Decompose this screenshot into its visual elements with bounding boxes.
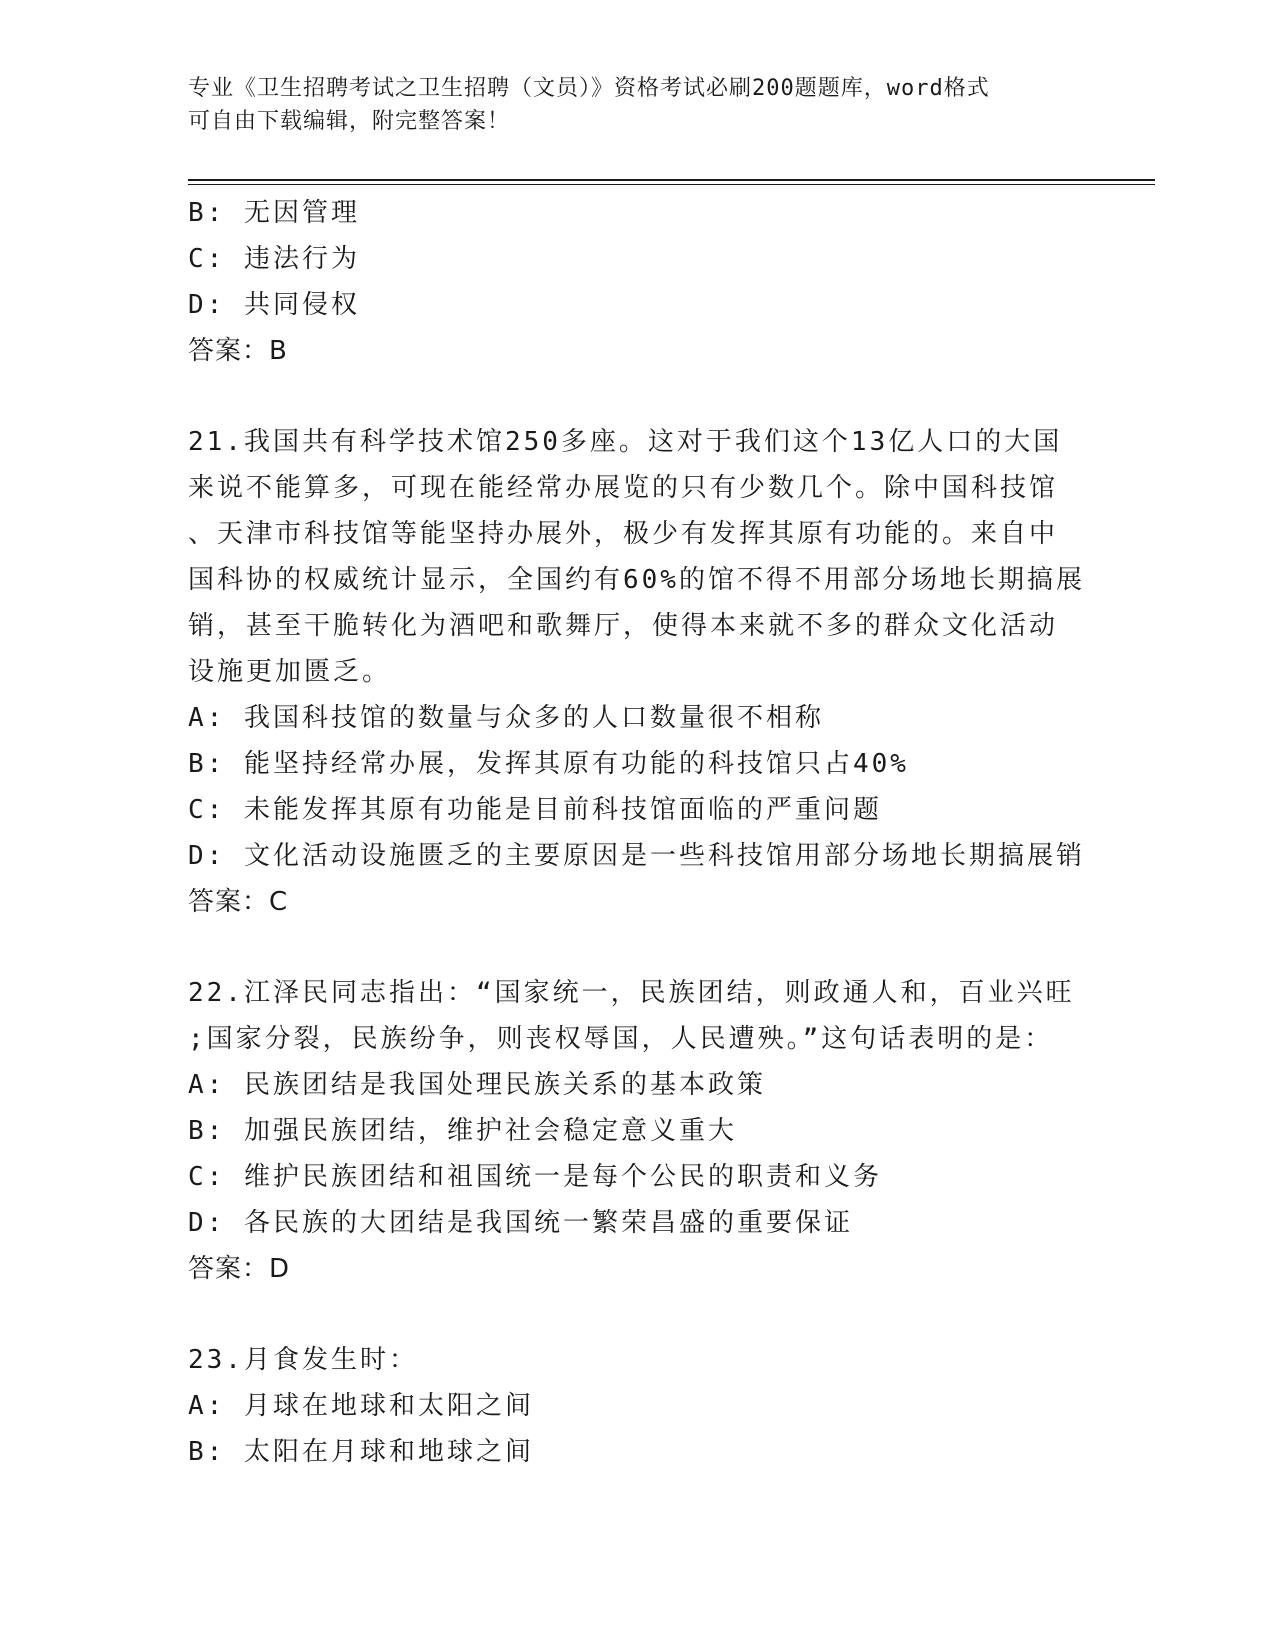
option-d: D: 各民族的大团结是我国统一繁荣昌盛的重要保证 <box>188 1208 853 1238</box>
question-22 <box>188 970 1088 1292</box>
question-23 <box>188 1337 1088 1475</box>
question-stem-line: 来说不能算多，可现在能经常办展览的只有少数几个。除中国科技馆 <box>188 473 1059 503</box>
option-a: A: 民族团结是我国处理民族关系的基本政策 <box>188 1070 766 1100</box>
header-text-line-1: 专业《卫生招聘考试之卫生招聘（文员）》资格考试必刷200题题库，word格式 <box>188 76 990 101</box>
question-stem-line: 销，甚至干脆转化为酒吧和歌舞厅，使得本来就不多的群众文化活动 <box>188 611 1059 641</box>
previous-question-block <box>188 190 1088 374</box>
question-stem-line: 、天津市科技馆等能坚持办展外，极少有发挥其原有功能的。来自中 <box>188 519 1059 549</box>
option-a: A: 我国科技馆的数量与众多的人口数量很不相称 <box>188 703 824 733</box>
option-c: C: 维护民族团结和祖国统一是每个公民的职责和义务 <box>188 1162 882 1192</box>
spacer <box>188 1292 1088 1337</box>
question-21 <box>188 419 1088 925</box>
question-stem-line: 21.我国共有科学技术馆250多座。这对于我们这个13亿人口的大国 <box>188 427 1063 457</box>
spacer <box>188 925 1088 970</box>
answer-line: 答案：B <box>188 336 288 366</box>
question-stem-line: 国科协的权威统计显示，全国约有60%的馆不得不用部分场地长期搞展 <box>188 565 1085 595</box>
page-header <box>188 72 1088 138</box>
spacer <box>188 374 1088 419</box>
answer-line: 答案：C <box>188 887 289 917</box>
question-content <box>188 190 1088 1475</box>
option-b: B: 无因管理 <box>188 198 360 228</box>
header-divider-thick <box>188 179 1155 181</box>
option-b: B: 加强民族团结，维护社会稳定意义重大 <box>188 1116 737 1146</box>
header-text-line-2: 可自由下载编辑，附完整答案！ <box>188 109 511 134</box>
header-divider-thin <box>188 184 1155 185</box>
option-c: C: 违法行为 <box>188 244 360 274</box>
option-c: C: 未能发挥其原有功能是目前科技馆面临的严重问题 <box>188 795 882 825</box>
option-a: A: 月球在地球和太阳之间 <box>188 1391 534 1421</box>
question-stem-line: 设施更加匮乏。 <box>188 657 392 687</box>
question-stem-line: ;国家分裂，民族纷争，则丧权辱国，人民遭殃。”这句话表明的是： <box>188 1024 1054 1054</box>
option-d: D: 共同侵权 <box>188 290 360 320</box>
question-stem-line: 22.江泽民同志指出：“国家统一，民族团结，则政通人和，百业兴旺 <box>188 978 1075 1008</box>
option-b: B: 能坚持经常办展，发挥其原有功能的科技馆只占40% <box>188 749 909 779</box>
question-stem-line: 23.月食发生时： <box>188 1345 418 1375</box>
option-b: B: 太阳在月球和地球之间 <box>188 1437 534 1467</box>
answer-line: 答案：D <box>188 1254 291 1284</box>
option-d: D: 文化活动设施匮乏的主要原因是一些科技馆用部分场地长期搞展销 <box>188 841 1085 871</box>
